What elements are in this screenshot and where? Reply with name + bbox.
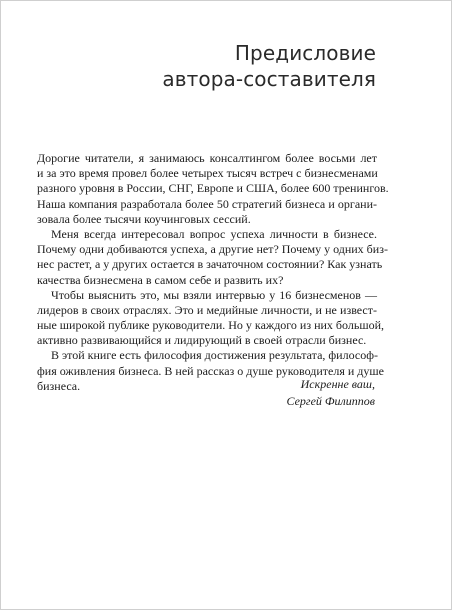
text-line: активно развивающийся и лидирующий в своей отрасли бизнес.: [37, 333, 367, 348]
text-line: нес растет, а у других остается в зачаточном состоянии? Как узнать: [37, 257, 383, 272]
text-line: зовала более тысячи коучинговых сессий.: [37, 211, 251, 226]
page-title-line-2: автора-составителя: [162, 67, 376, 91]
text-line: Меня всегда интересовал вопрос успеха личности в бизнесе.: [51, 226, 377, 241]
signature-closing: Искренне ваш,: [300, 377, 375, 391]
text-line: Дорогие читатели, я занимаюсь консалтингом более восьми лет: [37, 151, 377, 165]
page-title: [162, 40, 376, 92]
text-line: Наша компания разработала более 50 стратегий бизнеса и органи-: [37, 196, 377, 211]
signature: [286, 376, 375, 410]
text-line: Почему одни добиваются успеха, а другие нет? Почему у одних биз-: [37, 242, 388, 257]
text-line: В этой книге есть философия достижения результата, философ-: [51, 348, 378, 363]
text-line: разного уровня в России, СНГ, Европе и США, более 600 тренингов.: [37, 181, 389, 196]
text-line: фия оживления бизнеса. В ней рассказ о душе руководителя и душе: [37, 363, 384, 378]
text-line: и за это время провел более четырех тысяч встреч с бизнесменами: [37, 166, 378, 181]
text-line: ные широкой публике руководители. Но у каждого из них большой,: [37, 318, 384, 333]
text-line: бизнеса.: [37, 378, 81, 393]
signature-author: Сергей Филиппов: [286, 394, 375, 408]
page-title-line-1: Предисловие: [234, 41, 376, 65]
preface-body: [37, 151, 389, 394]
text-line: Чтобы выяснить это, мы взяли интервью у 16 бизнесменов —: [51, 287, 377, 302]
text-line: лидеров в своих отраслях. Это и медийные личности, и не извест-: [37, 302, 377, 317]
text-line: качества бизнесмена в самом себе и развить их?: [37, 272, 284, 287]
